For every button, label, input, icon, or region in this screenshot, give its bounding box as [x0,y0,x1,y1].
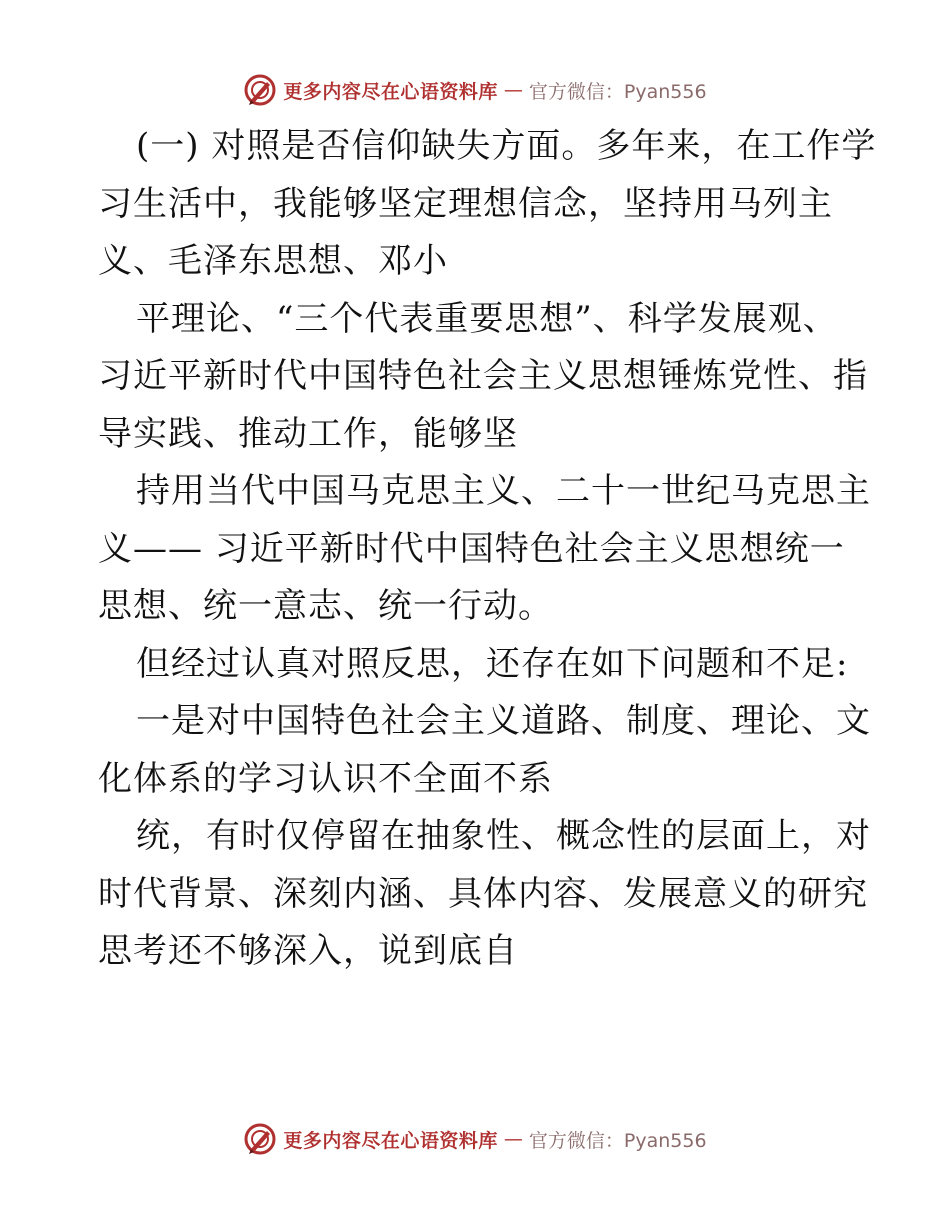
body-line: 但经过认真对照反思，还存在如下问题和不足: [136,643,849,684]
body-line: 习生活中，我能够坚定理想信念，坚持用马列主 [98,183,833,224]
document-body [98,118,877,981]
body-line: 义、毛泽东思想、邓小 [98,241,448,281]
body-line: (一) 对照是否信仰缺失方面。多年来，在工作学 [136,126,877,166]
header-contact-text: 官方微信：Pyan556 [528,80,707,103]
body-line: 一是对中国特色社会主义道路、制度、理论、文 [136,701,871,741]
body-line: 思考还不够深入，说到底自 [98,931,518,971]
body-line: 思想、统一意志、统一行动。 [98,586,553,626]
body-line: 导实践、推动工作，能够坚 [98,413,518,454]
body-line: 时代背景、深刻内涵、具体内容、发展意义的研究 [98,873,868,914]
body-line: 持用当代中国马克思主义、二十一世纪马克思主 [136,471,871,511]
body-line: 义—— 习近平新时代中国特色社会主义思想统一 [98,528,845,569]
header-banner [0,70,950,110]
footer-contact-text: 官方微信：Pyan556 [528,1129,707,1152]
body-line: 统，有时仅停留在抽象性、概念性的层面上，对 [136,816,871,856]
red-pen-circle-logo-icon [243,1122,277,1156]
header-dash: — [503,79,523,101]
body-line: 平理论、“三个代表重要思想”、科学发展观、 [136,298,838,339]
red-pen-circle-logo-icon [243,73,277,107]
header-promo-text: 更多内容尽在心语资料库 [283,80,498,103]
body-line: 化体系的学习认识不全面不系 [98,758,553,799]
footer-promo-text: 更多内容尽在心语资料库 [283,1129,498,1152]
body-line: 习近平新时代中国特色社会主义思想锤炼党性、指 [98,356,868,396]
footer-dash: — [503,1128,523,1150]
footer-banner [0,1119,950,1159]
